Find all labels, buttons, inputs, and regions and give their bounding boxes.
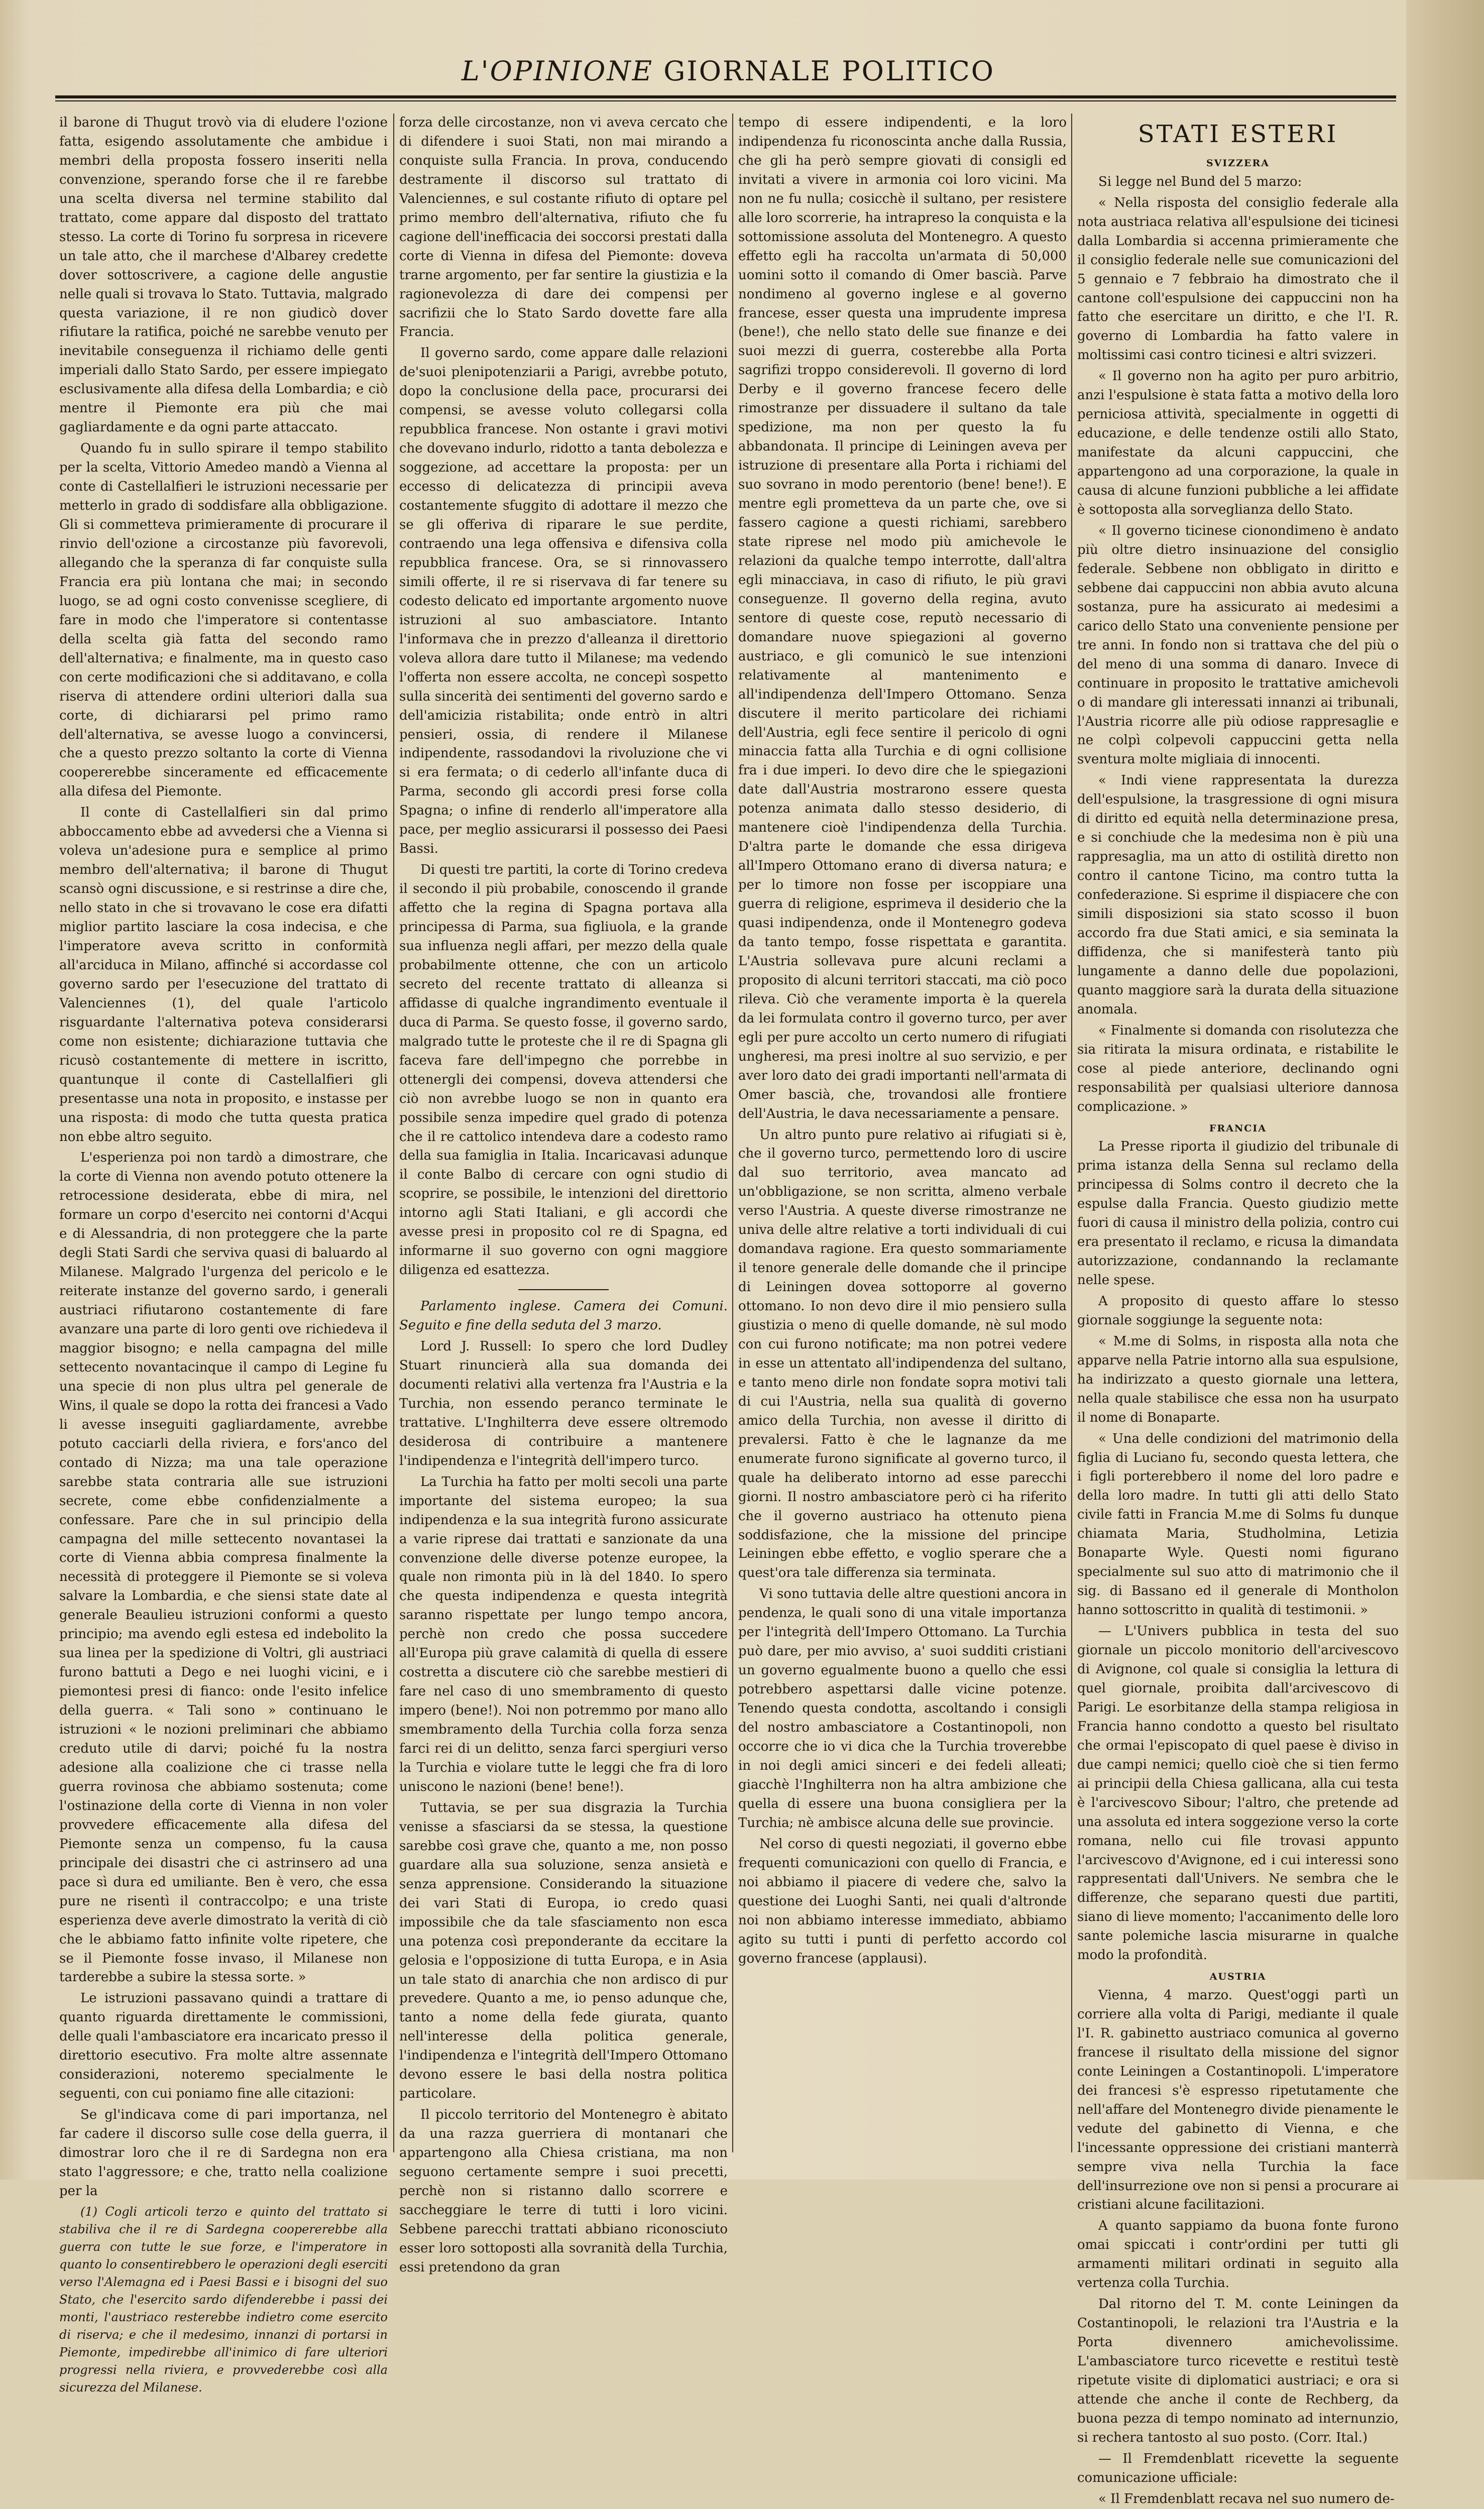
paragraph: forza delle circostanze, non vi aveva cercato che di difendere i suoi Stati, non mai mirando a conquiste sulla Francia. In prova, conducendo destramente il discorso sul trattato di Valenciennes, e sul costante rifiuto di optare pel primo membro dell'alternativa, rifiuto che fu cagione dell'inefficacia dei soccorsi prestati dalla corte di Vienna in difesa del Piemonte: doveva trarne argomento, per far sentire la giustizia e la ragionevolezza di dare dei compensi per sacrifizii che lo Stato Sardo dovette fare alla Francia. <box>399 115 728 340</box>
paragraph: A proposito di questo affare lo stesso giornale soggiunge la seguente nota: <box>1077 1293 1399 1328</box>
footnote: (1) Cogli articoli terzo e quinto del trattato si stabiliva che il re di Sardegna coopererebbe alla guerra con tutte le sue forze, e l'imperatore in quanto lo consentirebbero le operazioni degli eserciti verso l'Alemagna ed i Paesi Bassi e i bisogni del suo Stato, che l'esercito sardo difenderebbe i passi dei monti, l'austriaco resterebbe indietro come esercito di riserva; e che il medesimo, innanzi di portarsi in Piemonte, impedirebbe all'inimico di fare ulteriori progressi nella riviera, e provvederebbe così alla sicurezza del Milanese. <box>59 2204 388 2395</box>
column-2 <box>399 113 728 2275</box>
paragraph: « Il governo non ha agito per puro arbitrio, anzi l'espulsione è stata fatta a motivo della loro perniciosa attività, specialmente in oggetti di educazione, e delle tendenze ostili allo Stato, manifestate da alcuni cappuccini, che appartengono ad una corporazione, la quale in causa di alcune funzioni pubbliche a lei affidate è sottoposta alla sorveglianza dello Stato. <box>1077 369 1399 518</box>
paragraph: « Una delle condizioni del matrimonio della figlia di Luciano fu, secondo questa lettera, che i figli porterebbero il nome del loro padre e della loro madre. In tutti gli atti dello Stato civile fatti in Francia M.me di Solms fu dunque chiamata Maria, Studholmina, Letizia Bonaparte Wyle. Questi nomi figurano specialmente sul suo atto di matrimonio che il sig. di Bassano ed il generale di Montholon hanno sottoscritto in qualità di testimonii. » <box>1077 1431 1399 1618</box>
paragraph: Un altro punto pure relativo ai rifugiati si è, che il governo turco, permettendo loro di uscire dal suo territorio, avea mancato ad un'obbligazione, se non scritta, almeno verbale verso l'Austria. A queste diverse rimostranze ne univa delle altre relative a torti individuali di cui domandava ragione. Era questo sommariamente il tenore generale delle domande che il principe di Leiningen dovea sottoporre al governo ottomano. Io non devo dire il mio pensiero sulla giustizia o meno di quelle domande, nè sul modo con cui furono notificate; ma non potrei vedere in esse un attentato all'indipendenza del sultano, e tanto meno dirle non fondate sopra motivi tali di cui l'Austria, nella sua qualità di governo amico della Turchia, non avesse il diritto di prevalersi. Fatto è che le lagnanze da me enumerate furono significate al governo turco, il quale ha deliberato intorno ad esse parecchi giorni. Il nostro ambasciatore però ci ha riferito che il governo austriaco ha ottenuto piena soddisfazione, che la missione del principe Leiningen ebbe effetto, e voglio sperare che a quest'ora tale differenza sia terminata. <box>738 1127 1067 1581</box>
paragraph: Tuttavia, se per sua disgrazia la Turchia venisse a sfasciarsi da se stessa, la questione sarebbe così grave che, quanto a me, non posso guardare alla sua soluzione, senza ansietà e senza apprensione. Considerando la situazione dei vari Stati di Europa, io credo quasi impossibile che da tale sfasciamento non esca una potenza così preponderante da eccitare la gelosia e l'opposizione di tutta Europa, e in Asia un tale stato di anarchia che non ardisco di pur prevedere. Quanto a me, io penso adunque che, tanto a nome della fede giurata, quanto nell'interesse della politica generale, l'indipendenza e l'integrità dell'Impero Ottomano devono essere le basi della nostra politica particolare. <box>399 1800 728 2102</box>
paragraph: Le istruzioni passavano quindi a trattare di quanto riguarda direttamente le commissioni, delle quali l'ambasciatore era incaricato presso il direttorio esecutivo. Fra molte altre assennate considerazioni, noteremo specialmente le seguenti, con cui poniamo fine alle citazioni: <box>59 1991 388 2102</box>
paragraph: — Il Fremdenblatt ricevette la seguente comunicazione ufficiale: <box>1077 2451 1399 2485</box>
paragraph: Quando fu in sullo spirare il tempo stabilito per la scelta, Vittorio Amedeo mandò a Vienna al conte di Castellalfieri le istruzioni necessarie per metterlo in grado di soddisfare alla obbligazione. Gli si commetteva primieramente di procurare il rinvio dell'ozione a circostanze più favorevoli, allegando che la speranza di far conquiste sulla Francia era più lontana che mai; in secondo luogo, se ad ogni costo convenisse scegliere, di fare in modo che l'imperatore si contentasse della scelta già fatta del secondo ramo dell'alternativa; e finalmente, ma in questo caso con certe modificazioni che si additavano, e colla riserva di attendere ordini ulteriori dalla sua corte, di dichiararsi pel primo ramo dell'alternativa, se avesse luogo a convincersi, che a questo prezzo soltanto la corte di Vienna coopererebbe sinceramente ed efficacemente alla difesa del Piemonte. <box>59 441 388 800</box>
paragraph: « Nella risposta del consiglio federale alla nota austriaca relativa all'espulsione dei ticinesi dalla Lombardia si accenna primieramente che il consiglio federale nelle sue comunicazioni del 5 gennaio e 7 febbraio ha dimostrato che il cantone coll'espulsione dei cappuccini non ha fatto che esercitare un diritto, e che l'I. R. governo di Lombardia ha fatto valere in moltissimi casi contro ticinesi e altri svizzeri. <box>1077 195 1399 363</box>
section-rule <box>518 1289 609 1290</box>
masthead <box>65 55 1391 100</box>
column-4 <box>1077 113 1399 2506</box>
paragraph: A quanto sappiamo da buona fonte furono omai spiccati i contr'ordini per tutti gli armamenti militari ordinati in seguito alla vertenza colla Turchia. <box>1077 2218 1399 2291</box>
column-3 <box>738 113 1067 2162</box>
paragraph: « Il governo ticinese cionondimeno è andato più oltre dietro insinuazione del consiglio federale. Sebbene non obbligato in diritto e sebbene dai cappuccini non abbia avuto alcuna sostanza, pure ha assicurato ai medesimi a carico dello Stato una conveniente pensione per tre anni. In fondo non si trattava che del più o del meno di una somma di danaro. Invece di continuare in proposito le trattative amichevoli o di mandare gli interessati innanzi ai tribunali, l'Austria ricorre alle più odiose rappresaglie e ne colpì colpevoli cappuccini getta nella sventura molte migliaia di innocenti. <box>1077 523 1399 767</box>
paragraph: Di questi tre partiti, la corte di Torino credeva il secondo il più probabile, conoscendo il grande affetto che la regina di Spagna portava alla principessa di Parma, sua figliuola, e la grande sua influenza negli affari, per mezzo della quale probabilmente ottenne, che con un articolo secreto del recente trattato di alleanza si affidasse di qualche ingrandimento eventuale il duca di Parma. Se questo fosse, il governo sardo, malgrado tutte le proteste che il re di Spagna gli faceva fare dell'impegno che porrebbe in ottenergli dei compensi, doveva attendersi che ciò non avrebbe luogo se non in quanto era possibile senza impedire quel grado di potenza che il re cattolico intendeva dare a codesto ramo della sua famiglia in Italia. Incaricavasi adunque il conte Balbo di cercare con ogni studio di scoprire, se possibile, le intenzioni del direttorio intorno agli Stati Italiani, e gli accordi che avesse presi in proposito col re di Spagna, ed informarne il suo governo con ogni maggiore diligenza ed esattezza. <box>399 862 728 1278</box>
paragraph: La Presse riporta il giudizio del tribunale di prima istanza della Senna sul reclamo della principessa di Solms contro il decreto che la espulse dalla Francia. Questo giudizio mette fuori di causa il ministro della polizia, contro cui era presentato il reclamo, e ricusa la dimandata autorizzazione, condannando la reclamante nelle spese. <box>1077 1139 1399 1288</box>
paragraph: La Turchia ha fatto per molti secoli una parte importante del sistema europeo; la sua indipendenza e la sua integrità furono assicurate a varie riprese dai trattati e sanzionate da una convenzione delle diverse potenze europee, la quale non rimonta più in là del 1840. Io spero che questa indipendenza e questa integrità saranno rispettate per lungo tempo ancora, perchè non credo che possa succedere all'Europa più grave calamità di quella di essere costretta a discutere ciò che sarebbe mestieri di fare nel caso di uno smembramento di questo impero (bene!). Noi non potremmo por mano allo smembramento della Turchia colla forza senza farci rei di un delitto, senza farci spergiuri verso la Turchia e violare tutte le leggi che fra di loro uniscono le nazioni (bene! bene!). <box>399 1474 728 1794</box>
france-heading: FRANCIA <box>1209 1122 1267 1134</box>
paragraph: « Finalmente si domanda con risolutezza che sia ritirata la misura ordinata, e ristabilite le cose al piede anteriore, declinando ogni responsabilità per qualsiasi ulteriore dannosa complicazione. » <box>1077 1022 1399 1114</box>
masthead-title: L'OPINIONE <box>461 55 654 87</box>
paragraph: Vi sono tuttavia delle altre questioni ancora in pendenza, le quali sono di una vitale importanza per l'integrità dell'Impero Ottomano. La Turchia può dare, per mio avviso, a' suoi sudditi cristiani un governo egualmente buono a quello che essi potrebbero aspettarsi dalle vicine potenze. Tenendo questa condotta, ascoltando i consigli del nostro ambasciatore a Costantinopoli, non occorre che io vi dica che la Turchia troverebbe in noi degli amici sinceri e dei fedeli alleati; giacchè l'Inghilterra non ha altra ambizione che quella di essere una buona consigliera per la Turchia; nè ambisce alcuna delle sue provincie. <box>738 1586 1067 1831</box>
paragraph: tempo di essere indipendenti, e la loro indipendenza fu riconoscinta anche dalla Russia, che gli ha però sempre giovati di consigli ed invitati a vivere in armonia coi loro vicini. Ma non ne fu nulla; cosicchè il sultano, per resistere alle loro scorrerie, ha intrapreso la conquista e la sottomissione assoluta del Montenegro. A questo effetto egli ha raccolta un'armata di 50,000 uomini sotto il comando di Omer bascià. Parve nondimeno al governo inglese e al governo francese, esser questa una imprudente impresa (bene!), che nello stato delle sue finanze e dei suoi mezzi di guerra, costerebbe alla Porta sagrifizi troppo considerevoli. Il governo di lord Derby e il governo francese fecero delle rimostranze per dissuadere il sultano da tale spedizione, ma non per questo la fu abbandonata. Il principe di Leiningen aveva per istruzione di presentare alla Porta i richiami del suo sovrano in modo perentorio (bene! bene!). E mentre egli prometteva da un parte che, ove si fassero cagione a questi richiami, sarebbero state riprese nel modo più amichevole le relazioni da qualche tempo interrotte, dall'altra egli minacciava, in caso di rifiuto, le più gravi conseguenze. Il governo della regina, avuto sentore di queste cose, reputò necessario di domandare nuove spiegazioni al governo austriaco, e gli comunicò le sue intenzioni relativamente al mantenimento e all'indipendenza dell'Impero Ottomano. Senza discutere il merito particolare dei richiami dell'Austria, egli fece sentire il pericolo di ogni minaccia fatta alla Turchia e di ogni collisione fra i due imperi. Io devo dire che le spiegazioni date dall'Austria mostrarono essere questa potenza animata dallo stesso desiderio, di mantenere cioè l'indipendenza della Turchia. D'altra parte le domande che essa dirigeva all'Impero Ottomano erano di diversa natura; e per lo timore non fosse per iscoppiare una guerra di religione, esprimeva il desiderio che la quasi indipendenza, onde il Montenegro godeva da tanto tempo, fosse rispettata e garantita. L'Austria sollevava pure alcuni reclami a proposito di alcuni territori staccati, ma ciò poco rileva. Ciò che veramente importa è la querela da lei formulata contro il governo turco, per aver egli per pure accolto un certo numero di rifugiati ungheresi, ma presi inoltre al suo servizio, e per aver loro dato dei gradi importanti nell'armata di Omer bascià, che, trovandosi alle frontiere dell'Austria, le dava necessariamente a pensare. <box>738 115 1067 1121</box>
paragraph: Vienna, 4 marzo. Quest'oggi partì un corriere alla volta di Parigi, mediante il quale l'I. R. gabinetto austriaco comunica al governo francese il risultato della missione del signor conte Leiningen a Costantinopoli. L'imperatore dei francesi s'è espresso ripetutamente che nell'affare del Montenegro divide pienamente le vedute del gabinetto di Vienna, e che l'incessante oppressione dei cristiani manterrà sempre viva nella Turchia la face dell'insurrezione ove non si pensi a procurare ai cristiani alcune facilitazioni. <box>1077 1987 1399 2213</box>
masthead-rule-thin <box>55 100 1396 101</box>
paragraph: « Il Fremdenblatt recava nel suo numero de- <box>1098 2491 1395 2506</box>
paragraph: Lord J. Russell: Io spero che lord Dudley Stuart rinuncierà alla sua domanda dei documenti relativi alla vertenza fra l'Austria e la Turchia, non essendo peranco terminate le trattative. L'Inghilterra deve essere oltremodo desiderosa di contribuire a mantenere l'indipendenza e l'integrità dell'impero turco. <box>399 1339 728 1468</box>
parliament-heading: Parlamento inglese. Camera dei Comuni. Seguito e fine della seduta del 3 marzo. <box>399 1299 728 1333</box>
paragraph: Il governo sardo, come appare dalle relazioni de'suoi plenipotenziarii a Parigi, avrebbe potuto, dopo la conclusione della pace, procurarsi dei compensi, se avesse voluto collegarsi colla repubblica francese. Non ostante i gravi motivi che dovevano indurlo, ridotto a tanta debolezza e soggezione, ad accettare la proposta: per un eccesso di delicatezza di principii aveva costantemente sfuggito di adottare il mezzo che se gli offeriva di riparare le sue perdite, contraendo una lega offensiva e difensiva colla repubblica francese. Ora, se si rinnovassero simili offerte, il re si riservava di far tenere su codesto delicato ed importante argomento nuove istruzioni al suo ambasciatore. Intanto l'informava che in prezzo d'alleanza il direttorio voleva allora dare tutto il Milanese; ma vedendo l'offerta non essere accolta, ne concepì sospetto sulla sincerità dei sentimenti del governo sardo e dell'amicizia ristabilita; onde entrò in altri pensieri, ossia, di rendere il Milanese indipendente, rassodandovi la rivoluzione che vi si era fermata; o di cederlo all'infante duca di Parma, secondo gli accordi presi forse colla Spagna; o infine di renderlo all'imperatore alla pace, per meglio assicurarsi il possesso dei Paesi Bassi. <box>399 346 728 857</box>
paragraph: Dal ritorno del T. M. conte Leiningen da Costantinopoli, le relazioni tra l'Austria e la Porta divennero amichevolissime. L'ambasciatore turco ricevette e restituì testè ripetute visite di diplomatici austriaci; e ora si attende che anche il conte de Rechberg, da buona pezza di tempo nominato ad internunzio, si rechera tantosto al suo posto. (Corr. Ital.) <box>1077 2297 1399 2445</box>
paragraph: Il piccolo territorio del Montenegro è abitato da una razza guerriera di montanari che appartengono alla Chiesa cristiana, ma non seguono certamente sempre i suoi precetti, perchè non si ristanno dallo scorrere e saccheggiare le terre di tutti i loro vicini. Sebbene parecchi trattati abbiano riconosciuto esser loro sottoposti alla sovranità della Turchia, essi pretendono da gran <box>399 2107 728 2275</box>
paragraph: Si legge nel Bund del 5 marzo: <box>1098 174 1302 189</box>
column-divider <box>732 113 733 2152</box>
paragraph: il barone di Thugut trovò via di eludere l'ozione fatta, esigendo assolutamente che ambidue i membri della proposta fossero inseriti nella convenzione, sperando forse che il re farebbe una scelta diversa nel termine stabilito dal trattato, come appare dal disposto del trattato stesso. La corte di Torino fu sorpresa in ricevere un tale atto, che il marchese d'Albarey credette dover sottoscrivere, a cagione delle angustie nelle quali si trovava lo Stato. Tuttavia, malgrado questa variazione, il re non giudicò dover rifiutare la ratifica, poiché ne sarebbe venuto per inevitabile conseguenza il richiamo delle genti imperiali dallo Stato Sardo, per essere impiegato esclusivamente alla difesa della Lombardia; e ciò mentre il Piemonte era più che mai gagliardamente e da ogni parte attaccato. <box>59 115 388 435</box>
column-divider <box>1071 113 1072 2152</box>
paragraph: « Indi viene rappresentata la durezza dell'espulsione, la trasgressione di ogni misura di diritto ed equità nella determinazione presa, e si conchiude che la medesima non è più una rappresaglia, ma un atto di ostilità diretto non contro il cantone Ticino, ma contro tutta la confederazione. Si esprime il dispiacere che con simili disposizioni sia stato scosso il buon accordo fra due Stati amici, e sia seminata la diffidenza, che si manifesterà tanto più lungamente a danno delle due popolazioni, quanto maggiore sarà la durata della situazione anomala. <box>1077 773 1399 1017</box>
column-1 <box>59 113 388 2395</box>
paragraph: Il conte di Castellalfieri sin dal primo abboccamento ebbe ad avvedersi che a Vienna si voleva un'adesione pura e semplice al primo membro dell'alternativa; il barone di Thugut scansò ogni discussione, e si restrinse a dire che, nello stato in che si trovavano le cose era difatti miglior partito lasciare la cosa indecisa, e che l'imperatore aveva scritto in conformità all'arciduca in Milano, affinché si accordasse col governo sardo per l'esecuzione del trattato di Valenciennes (1), del quale l'articolo risguardante l'alternativa poteva considerarsi come non esistente; dichiarazione tuttavia che ricusò costantemente di mettere in iscritto, quantunque il conte di Castellalfieri gli presentasse una nota in proposito, e instasse per una risposta: di modo che tutta questa pratica non ebbe altro seguito. <box>59 805 388 1145</box>
page-edge <box>1406 0 1484 2180</box>
paragraph: Nel corso di questi negoziati, il governo ebbe frequenti comunicazioni con quello di Francia, e noi abbiamo il piacere di vedere che, salvo la questione dei Luoghi Santi, nei quali d'altronde noi non abbiamo interesse immediato, abbiamo agito su tutti i punti di perfetto accordo col governo francese (applausi). <box>738 1836 1067 1966</box>
column-divider <box>393 113 394 2152</box>
paragraph: « M.me di Solms, in risposta alla nota che apparve nella Patrie intorno alla sua espulsione, ha indirizzato a questo giornale una lettera, nella quale stabilisce che essa non ha usurpato il nome di Bonaparte. <box>1077 1333 1399 1425</box>
paragraph: — L'Univers pubblica in testa del suo giornale un piccolo monitorio dell'arcivescovo di Avignone, col quale si consiglia la lettura di quel giornale, proibita dall'arcivescovo di Parigi. Le esorbitanze della stampa religiosa in Francia hanno condotto a questo bel risultato che ormai l'episcopato di quel paese è diviso in due campi nemici; quello cioè che si tien fermo ai principii della Chiesa gallicana, alla cui testa è l'arcivescovo Sibour; l'altro, che pretende ad una assoluta ed intera soggezione verso la corte romana, nello cui file trovasi appunto l'arcivescovo d'Avignone, ed i cui interessi sono rappresentati dall'Univers. Ne sembra che le differenze, che separano questi due partiti, siano di lieve momento; l'accanimento delle loro sante polemiche lascia misurarne in qualche modo la profondità. <box>1077 1624 1399 1963</box>
austria-heading: AUSTRIA <box>1209 1971 1267 1983</box>
switzerland-heading: SVIZZERA <box>1206 158 1270 169</box>
paragraph: Se gl'indicava come di pari importanza, nel far cadere il discorso sulle cose della guerra, il dimostrar loro che il re di Sardegna non era stato l'aggressore; e che, tratto nella coalizione per la <box>59 2107 388 2199</box>
masthead-subtitle: GIORNALE POLITICO <box>663 55 995 87</box>
masthead-rule <box>55 95 1396 98</box>
paragraph: L'esperienza poi non tardò a dimostrare, che la corte di Vienna non avendo potuto ottenere la retrocessione desiderata, ebbe di mira, nel formare un corpo d'esercito nei contorni d'Acqui e di Alessandria, di non proteggere che la parte degli Stati Sardi che serviva quasi di baluardo al Milanese. Malgrado l'urgenza del pericolo e le reiterate instanze del governo sardo, i generali austriaci rifiutarono costantemente di fare avanzare una parte di loro genti ove richiedeva il maggior bisogno; e nella campagna del mille settecento novantacinque il campo di Legine fu una specie di non plus ultra pel generale de Wins, il quale se dopo la rotta dei francesi a Vado li avesse inseguiti gagliardamente, avrebbe potuto cacciarli della riviera, e fors'anco del contado di Nizza; ma una tale operazione sarebbe stata contraria alle sue istruzioni secrete, come ebbe confidenzialmente a confessare. Pare che in sul principio della campagna del mille settecento novantasei la corte di Vienna abbia compresa finalmente la necessità di proteggere il Piemonte se si voleva salvare la Lombardia, e che siensi state date al generale Beaulieu istruzioni conformi a questo principio; ma avendo egli estesa ed indebolito la sua linea per la spedizione di Voltri, gli austriaci furono battuti a Dego e nei luoghi vicini, e i piemontesi presi di fianco: onde l'esito infelice della guerra. « Tali sono » continuano le istruzioni « le nozioni preliminari che abbiamo creduto utile di darvi; poiché fu la nostra adesione alla coalizione che ci trasse nella guerra rovinosa che abbiamo sostenuta; come l'ostinazione della corte di Vienna in non voler provvedere efficacemente alla difesa del Piemonte senza un compenso, fu la causa principale dei disastri che ci astrinsero ad una pace sì dura ed umiliante. Ben è vero, che essa pure ne risentì il contraccolpo; e una triste esperienza deve averle dimostrato la verità di ciò che le abbiamo fatto infinite volte ripetere, che se il Piemonte fosse invaso, il Milanese non tarderebbe a subire la stessa sorte. » <box>59 1150 388 1985</box>
foreign-states-heading: STATI ESTERI <box>1137 120 1338 148</box>
